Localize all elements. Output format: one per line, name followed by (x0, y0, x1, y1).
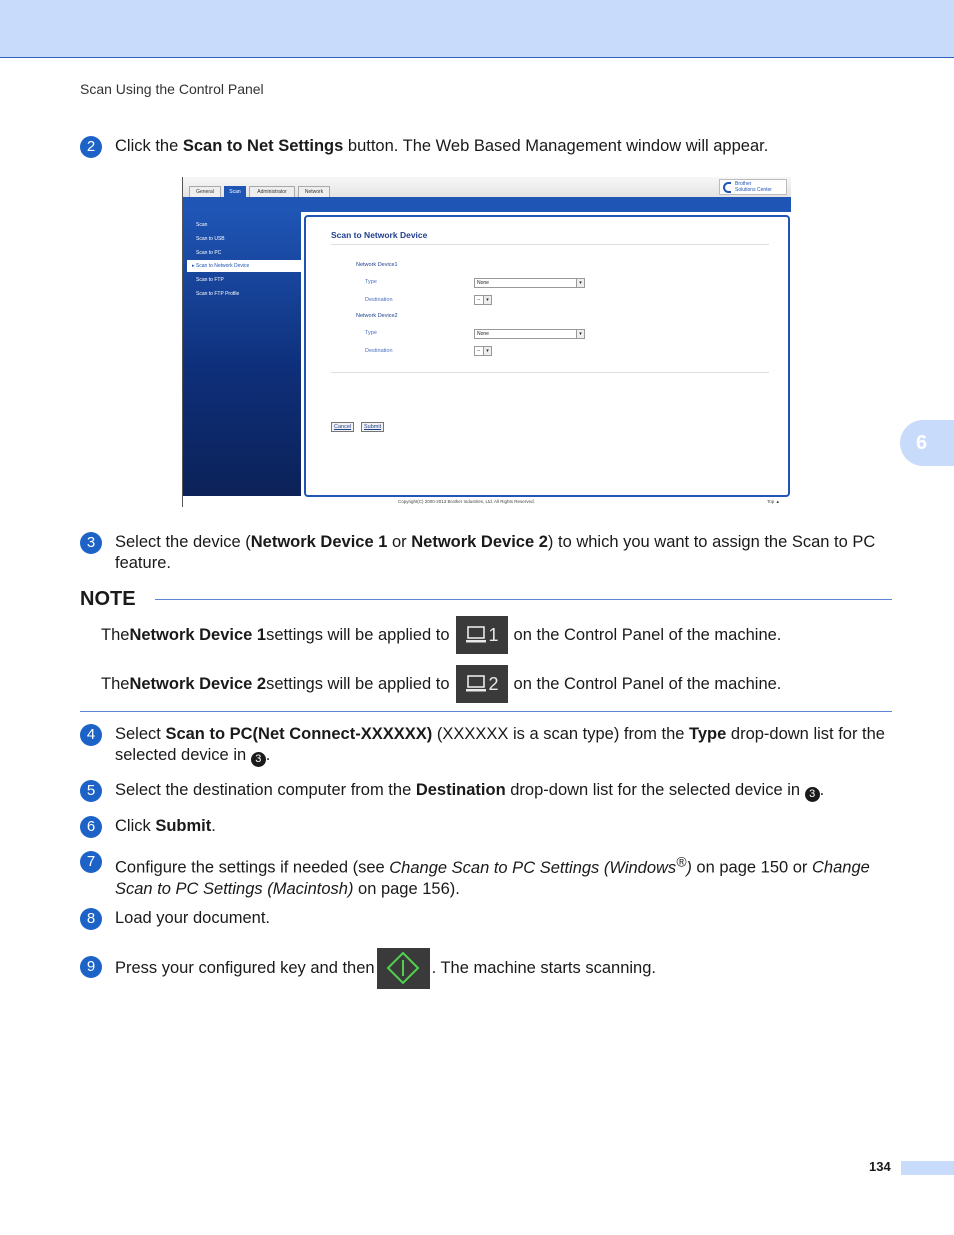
content-title: Scan to Network Device (331, 230, 428, 240)
note-rule-top (155, 599, 892, 600)
note-row-2: The Network Device 2 settings will be applied to 2 on the Control Panel of the machine. (101, 665, 781, 703)
step-6 (80, 816, 892, 838)
computer-icon (465, 626, 487, 644)
step-2 (80, 136, 892, 158)
sidebar-item-scan-to-network-device[interactable]: ▸ Scan to Network Device (187, 260, 301, 272)
step-number: 9 (80, 956, 102, 978)
step-text: Configure the settings if needed (see Change Scan to PC Settings (Windows®) on page 150 or Change Scan to PC Settings (Macintosh) on page 156). (115, 854, 870, 898)
step-text: Select the destination computer from the Destination drop-down list for the selected device in 3 . (115, 781, 825, 800)
network-device-2-key: 2 (456, 665, 508, 703)
sidebar-item-scan-to-pc[interactable]: Scan to PC (196, 250, 222, 256)
device1-label: Network Device1 (356, 262, 398, 268)
link-macintosh-settings[interactable]: Change Scan to PC Settings (Macintosh) (115, 858, 870, 898)
running-header: Scan Using the Control Panel (80, 81, 264, 97)
chevron-down-icon: ▾ (576, 330, 584, 338)
sidebar (183, 212, 301, 496)
tab-bar (183, 177, 791, 197)
link-windows-settings[interactable]: Change Scan to PC Settings (Windows®) (389, 854, 692, 877)
top-link[interactable]: Top ▲ (767, 499, 780, 504)
step-text: Load your document. (115, 909, 271, 927)
step-number: 6 (80, 816, 102, 838)
chevron-down-icon: ▾ (483, 296, 491, 304)
step-text: Select the device (Network Device 1 or Network Device 2) to which you want to assign the Scan to PC feature. (115, 533, 876, 572)
step-7 (80, 851, 892, 898)
computer-icon (465, 675, 487, 693)
copyright-text: Copyright(C) 2000-2013 Brother Industries, Ltd. All Rights Reserved. (398, 499, 535, 504)
tab-administrator[interactable]: Administrator (249, 186, 295, 197)
sidebar-item-scan-to-usb[interactable]: Scan to USB (196, 236, 225, 242)
device2-type-label: Type (365, 330, 377, 336)
web-management-screenshot (182, 177, 790, 507)
note-heading: NOTE (80, 588, 136, 610)
tab-general[interactable]: General (189, 186, 221, 197)
start-diamond-icon (386, 951, 420, 985)
device2-type-select[interactable]: None ▾ (474, 329, 585, 339)
divider (331, 372, 769, 373)
step-text: Click Submit. (115, 817, 216, 835)
step-4 (80, 724, 892, 766)
blue-band (183, 197, 791, 212)
device1-type-label: Type (365, 279, 377, 285)
step-8 (80, 908, 892, 930)
device1-destination-select[interactable]: -- ▾ (474, 295, 492, 305)
step-reference: 3 (251, 752, 266, 767)
note-row-1: The Network Device 1 settings will be applied to 1 on the Control Panel of the machine. (101, 616, 781, 654)
step-number: 3 (80, 532, 102, 554)
divider (331, 244, 769, 245)
chevron-down-icon: ▾ (576, 279, 584, 287)
screenshot-footer (183, 497, 791, 507)
step-number: 8 (80, 908, 102, 930)
device2-label: Network Device2 (356, 313, 398, 319)
sidebar-item-scan-to-ftp-profile[interactable]: Scan to FTP Profile (196, 291, 240, 297)
device1-destination-label: Destination (365, 297, 393, 303)
submit-button[interactable]: Submit (361, 422, 384, 432)
step-text: Click the Scan to Net Settings button. The Web Based Management window will appear. (115, 137, 769, 155)
step-number: 5 (80, 780, 102, 802)
top-header-band (0, 0, 954, 58)
step-number: 2 (80, 136, 102, 158)
device2-destination-label: Destination (365, 348, 393, 354)
step-number: 7 (80, 851, 102, 873)
page-number-bar (901, 1161, 954, 1175)
step-text: Press your configured key and then . The machine starts scanning. (115, 946, 893, 990)
note-rule-bottom (80, 711, 892, 712)
step-reference: 3 (805, 787, 820, 802)
chapter-tab: 6 (900, 420, 954, 466)
tab-scan[interactable]: Scan (224, 186, 246, 197)
network-device-1-key: 1 (456, 616, 508, 654)
step-5 (80, 780, 892, 802)
step-number: 4 (80, 724, 102, 746)
step-9 (80, 946, 892, 990)
tab-network[interactable]: Network (298, 186, 330, 197)
brother-solutions-logo[interactable]: Brother Solutions Center (719, 179, 787, 195)
device2-destination-select[interactable]: -- ▾ (474, 346, 492, 356)
chevron-down-icon: ▾ (483, 347, 491, 355)
device1-type-select[interactable]: None ▾ (474, 278, 585, 288)
step-3 (80, 532, 892, 574)
step-text: Select Scan to PC(Net Connect-XXXXXX) (XXXXXX is a scan type) from the Type drop-down list for the selected device in 3 . (115, 725, 885, 765)
sidebar-item-scan[interactable]: Scan (196, 222, 208, 228)
cancel-button[interactable]: Cancel (331, 422, 354, 432)
sidebar-item-scan-to-ftp[interactable]: Scan to FTP (196, 277, 224, 283)
start-key (377, 948, 430, 989)
page-number: 134 (869, 1159, 891, 1174)
brother-logo-icon (723, 182, 731, 193)
content-panel (304, 215, 790, 497)
